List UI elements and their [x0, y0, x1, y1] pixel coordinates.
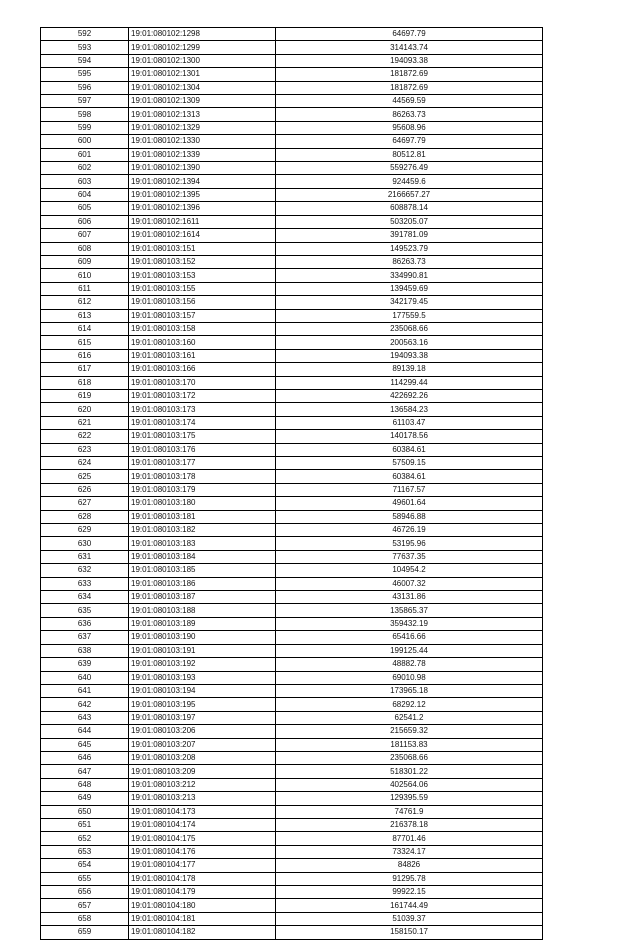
- value-cell: 80512.81: [276, 148, 543, 161]
- row-number-cell: 646: [41, 751, 129, 764]
- row-number-cell: 659: [41, 926, 129, 939]
- cadastral-number-cell: 19:01:080103:179: [129, 483, 276, 496]
- cadastral-number-cell: 19:01:080102:1300: [129, 54, 276, 67]
- table-row: [41, 135, 543, 148]
- value-cell: 51039.37: [276, 912, 543, 925]
- row-number-cell: 639: [41, 658, 129, 671]
- table-row: [41, 845, 543, 858]
- row-number-cell: 633: [41, 577, 129, 590]
- row-number-cell: 613: [41, 309, 129, 322]
- cadastral-number-cell: 19:01:080103:182: [129, 524, 276, 537]
- table-row: [41, 805, 543, 818]
- value-cell: 199125.44: [276, 644, 543, 657]
- table-row: [41, 229, 543, 242]
- cadastral-number-cell: 19:01:080103:151: [129, 242, 276, 255]
- row-number-cell: 596: [41, 81, 129, 94]
- row-number-cell: 592: [41, 28, 129, 41]
- table-row: [41, 162, 543, 175]
- table-row: [41, 483, 543, 496]
- table-row: [41, 591, 543, 604]
- table-row: [41, 832, 543, 845]
- cadastral-number-cell: 19:01:080102:1394: [129, 175, 276, 188]
- value-cell: 62541.2: [276, 711, 543, 724]
- cadastral-number-cell: 19:01:080103:155: [129, 282, 276, 295]
- row-number-cell: 626: [41, 483, 129, 496]
- cadastral-number-cell: 19:01:080103:208: [129, 751, 276, 764]
- cadastral-number-cell: 19:01:080103:157: [129, 309, 276, 322]
- row-number-cell: 629: [41, 524, 129, 537]
- table-row: [41, 778, 543, 791]
- cadastral-number-cell: 19:01:080102:1304: [129, 81, 276, 94]
- row-number-cell: 648: [41, 778, 129, 791]
- cadastral-number-cell: 19:01:080103:195: [129, 698, 276, 711]
- cadastral-number-cell: 19:01:080102:1298: [129, 28, 276, 41]
- value-cell: 173965.18: [276, 684, 543, 697]
- value-cell: 181872.69: [276, 68, 543, 81]
- cadastral-number-cell: 19:01:080103:158: [129, 322, 276, 335]
- row-number-cell: 652: [41, 832, 129, 845]
- table-row: [41, 604, 543, 617]
- value-cell: 518301.22: [276, 765, 543, 778]
- cadastral-number-cell: 19:01:080103:183: [129, 537, 276, 550]
- table-row: [41, 95, 543, 108]
- value-cell: 86263.73: [276, 255, 543, 268]
- value-cell: 129395.59: [276, 792, 543, 805]
- table-row: [41, 644, 543, 657]
- cadastral-number-cell: 19:01:080103:185: [129, 564, 276, 577]
- value-cell: 140178.56: [276, 430, 543, 443]
- cadastral-number-cell: 19:01:080103:193: [129, 671, 276, 684]
- row-number-cell: 627: [41, 497, 129, 510]
- table-row: [41, 564, 543, 577]
- table-row: [41, 912, 543, 925]
- row-number-cell: 598: [41, 108, 129, 121]
- cadastral-number-cell: 19:01:080103:178: [129, 470, 276, 483]
- table-row: [41, 282, 543, 295]
- value-cell: 64697.79: [276, 28, 543, 41]
- cadastral-number-cell: 19:01:080103:166: [129, 363, 276, 376]
- table-row: [41, 108, 543, 121]
- row-number-cell: 605: [41, 202, 129, 215]
- row-number-cell: 657: [41, 899, 129, 912]
- value-cell: 334990.81: [276, 269, 543, 282]
- value-cell: 87701.46: [276, 832, 543, 845]
- table-row: [41, 497, 543, 510]
- cadastral-number-cell: 19:01:080102:1329: [129, 121, 276, 134]
- cadastral-number-cell: 19:01:080103:170: [129, 376, 276, 389]
- table-row: [41, 81, 543, 94]
- value-cell: 608878.14: [276, 202, 543, 215]
- row-number-cell: 653: [41, 845, 129, 858]
- row-number-cell: 637: [41, 631, 129, 644]
- cadastral-number-cell: 19:01:080103:173: [129, 403, 276, 416]
- row-number-cell: 655: [41, 872, 129, 885]
- value-cell: 114299.44: [276, 376, 543, 389]
- table-row: [41, 296, 543, 309]
- value-cell: 139459.69: [276, 282, 543, 295]
- table-row: [41, 175, 543, 188]
- cadastral-number-cell: 19:01:080102:1301: [129, 68, 276, 81]
- table-row: [41, 389, 543, 402]
- table-body: [41, 28, 543, 940]
- cadastral-number-cell: 19:01:080104:173: [129, 805, 276, 818]
- table-row: [41, 725, 543, 738]
- value-cell: 391781.09: [276, 229, 543, 242]
- row-number-cell: 615: [41, 336, 129, 349]
- value-cell: 177559.5: [276, 309, 543, 322]
- cadastral-number-cell: 19:01:080103:152: [129, 255, 276, 268]
- table-row: [41, 631, 543, 644]
- row-number-cell: 625: [41, 470, 129, 483]
- value-cell: 235068.66: [276, 322, 543, 335]
- table-row: [41, 336, 543, 349]
- table-row: [41, 899, 543, 912]
- table-row: [41, 577, 543, 590]
- row-number-cell: 609: [41, 255, 129, 268]
- table-row: [41, 617, 543, 630]
- value-cell: 61103.47: [276, 416, 543, 429]
- value-cell: 91295.78: [276, 872, 543, 885]
- cadastral-number-cell: 19:01:080102:1339: [129, 148, 276, 161]
- cadastral-number-cell: 19:01:080103:189: [129, 617, 276, 630]
- value-cell: 342179.45: [276, 296, 543, 309]
- value-cell: 49601.64: [276, 497, 543, 510]
- cadastral-number-cell: 19:01:080104:176: [129, 845, 276, 858]
- row-number-cell: 617: [41, 363, 129, 376]
- value-cell: 422692.26: [276, 389, 543, 402]
- cadastral-number-cell: 19:01:080103:177: [129, 457, 276, 470]
- table-row: [41, 121, 543, 134]
- row-number-cell: 618: [41, 376, 129, 389]
- value-cell: 74761.9: [276, 805, 543, 818]
- table-row: [41, 148, 543, 161]
- row-number-cell: 623: [41, 443, 129, 456]
- table-row: [41, 309, 543, 322]
- table-row: [41, 188, 543, 201]
- row-number-cell: 647: [41, 765, 129, 778]
- value-cell: 161744.49: [276, 899, 543, 912]
- value-cell: 53195.96: [276, 537, 543, 550]
- table-row: [41, 457, 543, 470]
- cadastral-number-cell: 19:01:080102:1396: [129, 202, 276, 215]
- value-cell: 60384.61: [276, 470, 543, 483]
- value-cell: 58946.88: [276, 510, 543, 523]
- value-cell: 65416.66: [276, 631, 543, 644]
- value-cell: 46726.19: [276, 524, 543, 537]
- row-number-cell: 603: [41, 175, 129, 188]
- cadastral-number-cell: 19:01:080104:181: [129, 912, 276, 925]
- value-cell: 71167.57: [276, 483, 543, 496]
- row-number-cell: 604: [41, 188, 129, 201]
- cadastral-number-cell: 19:01:080103:207: [129, 738, 276, 751]
- cadastral-number-cell: 19:01:080103:172: [129, 389, 276, 402]
- row-number-cell: 607: [41, 229, 129, 242]
- table-row: [41, 443, 543, 456]
- table-row: [41, 886, 543, 899]
- value-cell: 69010.98: [276, 671, 543, 684]
- table-row: [41, 255, 543, 268]
- cadastral-number-cell: 19:01:080103:160: [129, 336, 276, 349]
- value-cell: 194093.38: [276, 349, 543, 362]
- table-row: [41, 68, 543, 81]
- cadastral-number-cell: 19:01:080104:175: [129, 832, 276, 845]
- row-number-cell: 606: [41, 215, 129, 228]
- row-number-cell: 624: [41, 457, 129, 470]
- table-row: [41, 363, 543, 376]
- row-number-cell: 641: [41, 684, 129, 697]
- table-row: [41, 926, 543, 939]
- table-row: [41, 537, 543, 550]
- table-row: [41, 54, 543, 67]
- table-row: [41, 550, 543, 563]
- value-cell: 924459.6: [276, 175, 543, 188]
- table-row: [41, 202, 543, 215]
- value-cell: 68292.12: [276, 698, 543, 711]
- row-number-cell: 619: [41, 389, 129, 402]
- value-cell: 2166657.27: [276, 188, 543, 201]
- cadastral-number-cell: 19:01:080103:186: [129, 577, 276, 590]
- row-number-cell: 640: [41, 671, 129, 684]
- value-cell: 235068.66: [276, 751, 543, 764]
- value-cell: 84826: [276, 859, 543, 872]
- cadastral-number-cell: 19:01:080102:1614: [129, 229, 276, 242]
- value-cell: 402564.06: [276, 778, 543, 791]
- value-cell: 194093.38: [276, 54, 543, 67]
- row-number-cell: 612: [41, 296, 129, 309]
- table-row: [41, 41, 543, 54]
- cadastral-number-cell: 19:01:080103:212: [129, 778, 276, 791]
- value-cell: 46007.32: [276, 577, 543, 590]
- cadastral-number-cell: 19:01:080104:182: [129, 926, 276, 939]
- row-number-cell: 594: [41, 54, 129, 67]
- value-cell: 359432.19: [276, 617, 543, 630]
- value-cell: 99922.15: [276, 886, 543, 899]
- cadastral-number-cell: 19:01:080102:1390: [129, 162, 276, 175]
- cadastral-number-cell: 19:01:080104:177: [129, 859, 276, 872]
- cadastral-number-cell: 19:01:080103:175: [129, 430, 276, 443]
- table-row: [41, 269, 543, 282]
- cadastral-number-cell: 19:01:080103:180: [129, 497, 276, 510]
- row-number-cell: 595: [41, 68, 129, 81]
- cadastral-number-cell: 19:01:080102:1299: [129, 41, 276, 54]
- cadastral-number-cell: 19:01:080103:174: [129, 416, 276, 429]
- cadastral-number-cell: 19:01:080104:174: [129, 818, 276, 831]
- value-cell: 181872.69: [276, 81, 543, 94]
- row-number-cell: 611: [41, 282, 129, 295]
- table-row: [41, 470, 543, 483]
- value-cell: 77637.35: [276, 550, 543, 563]
- table-row: [41, 658, 543, 671]
- table-row: [41, 242, 543, 255]
- table-row: [41, 215, 543, 228]
- value-cell: 181153.83: [276, 738, 543, 751]
- row-number-cell: 651: [41, 818, 129, 831]
- table-row: [41, 684, 543, 697]
- cadastral-number-cell: 19:01:080103:188: [129, 604, 276, 617]
- cadastral-number-cell: 19:01:080104:179: [129, 886, 276, 899]
- table-row: [41, 671, 543, 684]
- value-cell: 136584.23: [276, 403, 543, 416]
- table-row: [41, 322, 543, 335]
- table-row: [41, 403, 543, 416]
- value-cell: 64697.79: [276, 135, 543, 148]
- row-number-cell: 630: [41, 537, 129, 550]
- cadastral-number-cell: 19:01:080103:197: [129, 711, 276, 724]
- table-row: [41, 510, 543, 523]
- table-row: [41, 738, 543, 751]
- row-number-cell: 599: [41, 121, 129, 134]
- cadastral-number-cell: 19:01:080103:206: [129, 725, 276, 738]
- cadastral-number-cell: 19:01:080103:176: [129, 443, 276, 456]
- row-number-cell: 656: [41, 886, 129, 899]
- value-cell: 559276.49: [276, 162, 543, 175]
- table-row: [41, 792, 543, 805]
- cadastral-number-cell: 19:01:080103:192: [129, 658, 276, 671]
- cadastral-number-cell: 19:01:080103:184: [129, 550, 276, 563]
- row-number-cell: 638: [41, 644, 129, 657]
- value-cell: 149523.79: [276, 242, 543, 255]
- document-page: [40, 27, 542, 940]
- value-cell: 60384.61: [276, 443, 543, 456]
- cadastral-number-cell: 19:01:080103:153: [129, 269, 276, 282]
- value-cell: 314143.74: [276, 41, 543, 54]
- row-number-cell: 602: [41, 162, 129, 175]
- row-number-cell: 650: [41, 805, 129, 818]
- row-number-cell: 628: [41, 510, 129, 523]
- value-cell: 135865.37: [276, 604, 543, 617]
- table-row: [41, 872, 543, 885]
- row-number-cell: 658: [41, 912, 129, 925]
- row-number-cell: 644: [41, 725, 129, 738]
- value-cell: 48882.78: [276, 658, 543, 671]
- value-cell: 216378.18: [276, 818, 543, 831]
- row-number-cell: 608: [41, 242, 129, 255]
- cadastral-number-cell: 19:01:080104:178: [129, 872, 276, 885]
- row-number-cell: 645: [41, 738, 129, 751]
- cadastral-number-cell: 19:01:080103:156: [129, 296, 276, 309]
- table-row: [41, 524, 543, 537]
- cadastral-number-cell: 19:01:080103:181: [129, 510, 276, 523]
- table-row: [41, 765, 543, 778]
- value-cell: 43131.86: [276, 591, 543, 604]
- row-number-cell: 622: [41, 430, 129, 443]
- cadastral-number-cell: 19:01:080102:1395: [129, 188, 276, 201]
- row-number-cell: 597: [41, 95, 129, 108]
- table-row: [41, 430, 543, 443]
- data-table: [40, 27, 543, 940]
- cadastral-number-cell: 19:01:080103:187: [129, 591, 276, 604]
- row-number-cell: 614: [41, 322, 129, 335]
- table-row: [41, 818, 543, 831]
- row-number-cell: 632: [41, 564, 129, 577]
- value-cell: 57509.15: [276, 457, 543, 470]
- value-cell: 200563.16: [276, 336, 543, 349]
- row-number-cell: 601: [41, 148, 129, 161]
- value-cell: 44569.59: [276, 95, 543, 108]
- table-row: [41, 859, 543, 872]
- row-number-cell: 610: [41, 269, 129, 282]
- value-cell: 104954.2: [276, 564, 543, 577]
- value-cell: 95608.96: [276, 121, 543, 134]
- cadastral-number-cell: 19:01:080103:194: [129, 684, 276, 697]
- row-number-cell: 600: [41, 135, 129, 148]
- row-number-cell: 649: [41, 792, 129, 805]
- table-row: [41, 698, 543, 711]
- table-row: [41, 349, 543, 362]
- cadastral-number-cell: 19:01:080102:1330: [129, 135, 276, 148]
- value-cell: 158150.17: [276, 926, 543, 939]
- row-number-cell: 620: [41, 403, 129, 416]
- value-cell: 503205.07: [276, 215, 543, 228]
- table-row: [41, 416, 543, 429]
- row-number-cell: 621: [41, 416, 129, 429]
- row-number-cell: 643: [41, 711, 129, 724]
- row-number-cell: 593: [41, 41, 129, 54]
- cadastral-number-cell: 19:01:080103:161: [129, 349, 276, 362]
- row-number-cell: 634: [41, 591, 129, 604]
- row-number-cell: 616: [41, 349, 129, 362]
- cadastral-number-cell: 19:01:080103:191: [129, 644, 276, 657]
- table-row: [41, 711, 543, 724]
- cadastral-number-cell: 19:01:080104:180: [129, 899, 276, 912]
- value-cell: 86263.73: [276, 108, 543, 121]
- table-row: [41, 751, 543, 764]
- cadastral-number-cell: 19:01:080103:213: [129, 792, 276, 805]
- row-number-cell: 642: [41, 698, 129, 711]
- value-cell: 73324.17: [276, 845, 543, 858]
- row-number-cell: 635: [41, 604, 129, 617]
- cadastral-number-cell: 19:01:080103:209: [129, 765, 276, 778]
- value-cell: 215659.32: [276, 725, 543, 738]
- value-cell: 89139.18: [276, 363, 543, 376]
- row-number-cell: 654: [41, 859, 129, 872]
- row-number-cell: 636: [41, 617, 129, 630]
- cadastral-number-cell: 19:01:080103:190: [129, 631, 276, 644]
- table-row: [41, 376, 543, 389]
- table-row: [41, 28, 543, 41]
- cadastral-number-cell: 19:01:080102:1309: [129, 95, 276, 108]
- row-number-cell: 631: [41, 550, 129, 563]
- cadastral-number-cell: 19:01:080102:1611: [129, 215, 276, 228]
- cadastral-number-cell: 19:01:080102:1313: [129, 108, 276, 121]
